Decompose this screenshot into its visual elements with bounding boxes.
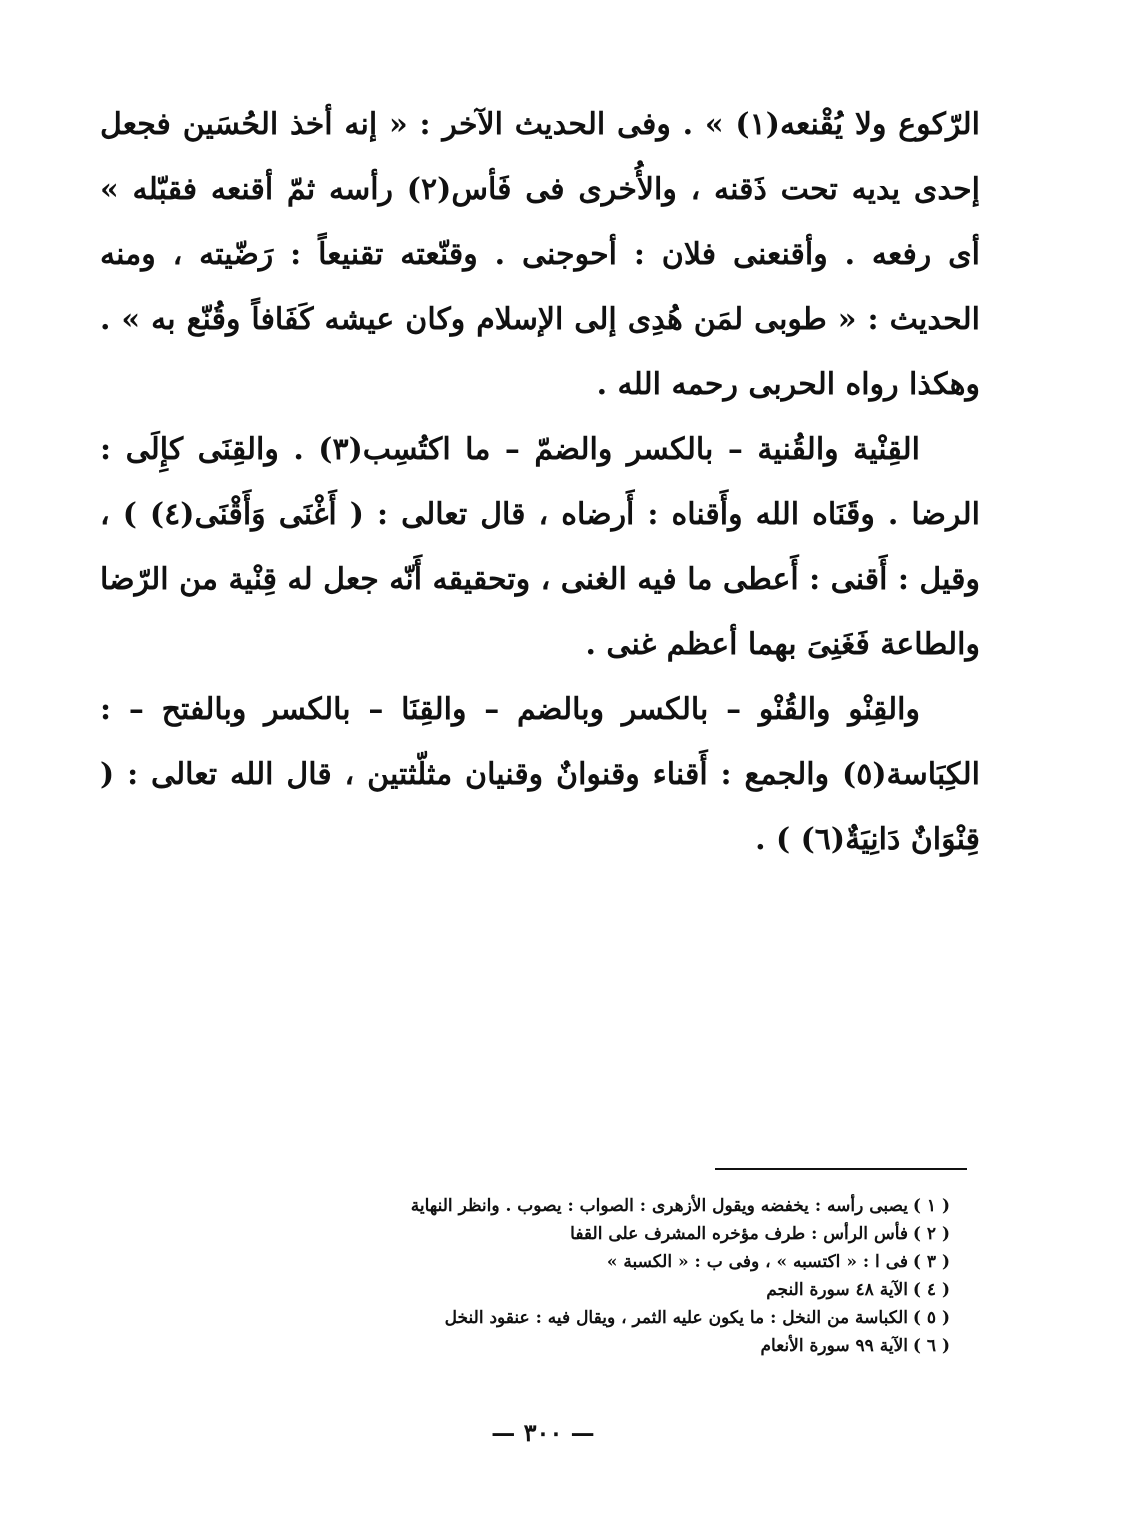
footnote-number: ( ١ ): [912, 1196, 950, 1216]
footnote-item: [320, 1304, 950, 1332]
footnotes: [320, 1192, 950, 1360]
footnote-divider: [715, 1168, 967, 1170]
footnote-number: ( ٦ ): [912, 1336, 950, 1356]
page-number: — ٣٠٠ —: [491, 1418, 595, 1447]
footnote-item: [320, 1276, 950, 1304]
footnote-item: [320, 1192, 950, 1220]
paragraph-3: والقِنْو والقُنْو – بالكسر وبالضم – والقِنَا – بالكسر وبالفتح – : الكِبَاسة(٥) والجمع : أَقناء وقنوانٌ وقنيان مثلّثتين ، قال الله تعالى : ( قِنْوَانٌ دَانِيَةٌ(٦) ) .: [100, 692, 980, 857]
footnote-number: ( ٤ ): [912, 1280, 950, 1300]
main-text: [100, 92, 980, 872]
footnote-item: [320, 1220, 950, 1248]
footnote-text: فأس الرأس : طرف مؤخره المشرف على القفا: [570, 1224, 908, 1244]
footnote-item: [320, 1248, 950, 1276]
paragraph-2: القِنْية والقُنية – بالكسر والضمّ – ما اكتُسِب(٣) . والقِنَى كإِلَى : الرضا . وقَنَاه الله وأَقناه : أَرضاه ، قال تعالى : ( أَغْنَى وَأَقْنَى(٤) ) ، وقيل : أَقنى : أَعطى ما فيه الغنى ، وتحقيقه أَنّه جعل له قِنْية من الرّضا والطاعة فَغَنِىَ بهما أعظم غنى .: [100, 432, 980, 662]
footnote-number: ( ٥ ): [912, 1308, 950, 1328]
footnote-text: الكباسة من النخل : ما يكون عليه الثمر ، ويقال فيه : عنقود النخل: [444, 1308, 908, 1328]
paragraph-1: الرّكوع ولا يُقْنعه(١) » . وفى الحديث الآخر : « إنه أخذ الحُسَين فجعل إحدى يديه تحت ذَقنه ، والأُخرى فى فَأس(٢) رأسه ثمّ أقنعه فقبّله » أى رفعه . وأقنعنى فلان : أحوجنى . وقنّعته تقنيعاً : رَضّيته ، ومنه الحديث : « طوبى لمَن هُدِى إلى الإسلام وكان عيشه كَفَافاً وقُنّع به » . وهكذا رواه الحربى رحمه الله .: [100, 107, 980, 402]
footnote-number: ( ٣ ): [912, 1252, 950, 1272]
footnote-text: يصبى رأسه : يخفضه ويقول الأزهرى : الصواب : يصوب . وانظر النهاية: [410, 1196, 908, 1216]
footnote-text: الآية ٤٨ سورة النجم: [766, 1280, 908, 1300]
footnote-item: [320, 1332, 950, 1360]
footnote-text: الآية ٩٩ سورة الأنعام: [760, 1336, 908, 1356]
footnote-number: ( ٢ ): [912, 1224, 950, 1244]
footnote-text: فى ا : « اكتسبه » ، وفى ب : « الكسبة »: [606, 1252, 908, 1272]
